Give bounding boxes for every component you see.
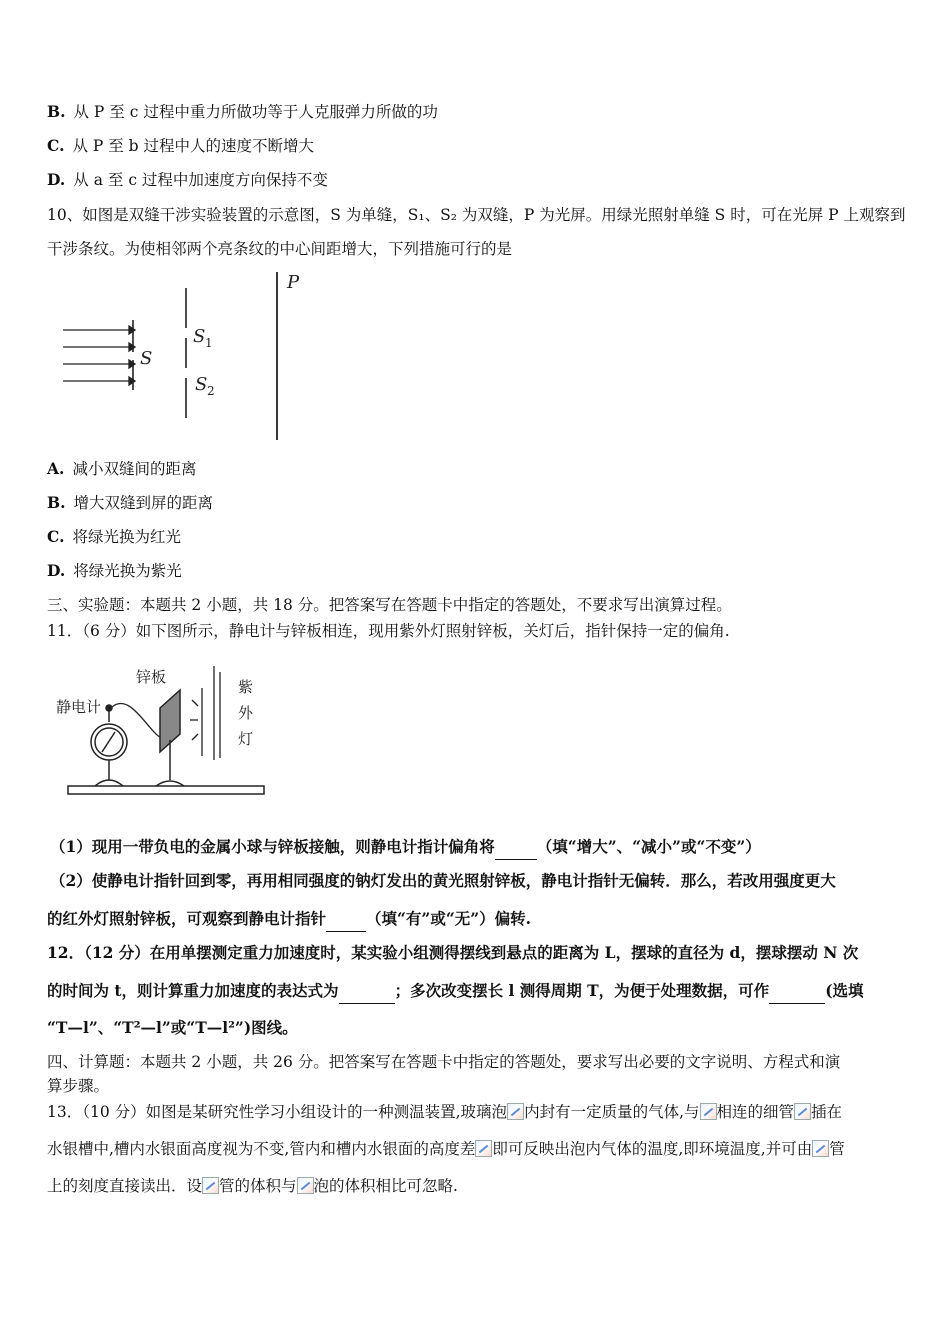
q11-stem: 11．（6 分）如下图所示，静电计与锌板相连，现用紫外灯照射锌板，关灯后，指针保持一定的偏角.: [47, 622, 730, 640]
label-s2: S: [195, 374, 208, 395]
q12-text-c: (选填: [825, 981, 864, 1000]
broken-image-icon: [475, 1140, 492, 1157]
q12-text-a: 的时间为 t，则计算重力加速度的表达式为: [47, 981, 339, 1000]
option-text: 增大双缝到屏的距离: [73, 494, 214, 512]
option-text: 将绿光换为红光: [72, 528, 181, 546]
q13-text: 上的刻度直接读出．设: [47, 1177, 203, 1195]
q10-option-a: [47, 459, 196, 479]
q10-option-b: [47, 493, 213, 513]
incident-light-arrows: [63, 326, 135, 385]
zinc-plate: [156, 690, 184, 786]
q9-option-b: [47, 102, 438, 122]
q11-part-2-line-1: （2）使静电计指针回到零，再用相同强度的钠灯发出的黄光照射锌板，静电计指针无偏转．那么，若改用强度更大: [50, 871, 836, 890]
answer-blank[interactable]: [769, 983, 825, 1004]
q10-stem: 10、如图是双缝干涉实验装置的示意图，S 为单缝，S₁、S₂ 为双缝，P 为光屏。用绿光照射单缝 S 时，可在光屏 P 上观察到干涉条纹。为使相邻两个亮条纹的中心间距增大，下列措施可行的是: [47, 206, 906, 258]
option-text: 从 P 至 c 过程中重力所做功等于人克服弹力所做的功: [73, 103, 438, 121]
q13-line-3: [47, 1176, 458, 1196]
section-4-heading-line-1: 四、计算题：本题共 2 小题，共 26 分。把答案写在答题卡中指定的答题处，要求写出必要的文字说明、方程式和演: [47, 1053, 841, 1071]
q11-part-2-text-b: （填“有”或“无”）偏转.: [366, 909, 532, 928]
option-text: 从 a 至 c 过程中加速度方向保持不变: [73, 171, 328, 189]
label-uv-1: 紫: [238, 678, 254, 696]
section-3-heading: 三、实验题：本题共 2 小题，共 18 分。把答案写在答题卡中指定的答题处，不要求写出演算过程。: [47, 596, 732, 614]
answer-blank[interactable]: [495, 839, 537, 860]
option-letter: B.: [47, 102, 66, 121]
q13-text: 管的体积与: [219, 1177, 297, 1195]
broken-image-icon: [297, 1177, 314, 1194]
label-s: S: [140, 348, 153, 369]
option-letter: D.: [47, 170, 66, 189]
uv-lamp: [190, 666, 220, 760]
label-s1-sub: 1: [205, 336, 213, 350]
label-electroscope: 静电计: [56, 698, 102, 716]
double-slit-figure: [55, 268, 315, 446]
q13-line-2: [47, 1139, 845, 1159]
option-letter: D.: [47, 561, 66, 580]
option-letter: B.: [47, 493, 66, 512]
option-letter: A.: [47, 459, 65, 478]
q13-text: 13．（10 分）如图是某研究性学习小组设计的一种测温装置,玻璃泡: [47, 1103, 508, 1121]
q13-text: 即可反映出泡内气体的温度,即环境温度,并可由: [492, 1140, 813, 1158]
q11-part-2-line-2: [47, 909, 531, 932]
option-letter: C.: [47, 136, 65, 155]
label-uv-2: 外: [238, 704, 254, 722]
q11-part-1-text-a: （1）现用一带负电的金属小球与锌板接触，则静电计指计偏角将: [50, 837, 495, 856]
option-text: 减小双缝间的距离: [72, 460, 197, 478]
q9-option-d: [47, 170, 328, 190]
broken-image-icon: [812, 1140, 829, 1157]
q13-text: 相连的细管: [716, 1103, 795, 1121]
q13-text: 插在: [811, 1103, 843, 1121]
option-text: 将绿光换为紫光: [73, 562, 182, 580]
label-s1: S: [193, 326, 206, 347]
section-4-heading-line-2: 算步骤。: [47, 1077, 110, 1095]
q13-line-1: [47, 1102, 842, 1122]
q12-line-3: “T—l”、“T²—l”或“T—l²”)图线。: [47, 1018, 298, 1037]
broken-image-icon: [700, 1103, 717, 1120]
label-p: P: [287, 272, 300, 293]
broken-image-icon: [794, 1103, 811, 1120]
q9-option-c: [47, 136, 314, 156]
electroscope: [91, 705, 127, 786]
electroscope-figure: [52, 660, 282, 802]
q11-part-1-text-b: （填“增大”、“减小”或“不变”）: [536, 837, 761, 856]
answer-blank[interactable]: [326, 911, 366, 932]
q13-text: 水银槽中,槽内水银面高度视为不变,管内和槽内水银面的高度差: [47, 1140, 476, 1158]
q11-part-2-text-a: 的红外灯照射锌板，可观察到静电计指针: [47, 909, 327, 928]
base-board: [68, 786, 264, 794]
broken-image-icon: [507, 1103, 524, 1120]
q10-option-d: [47, 561, 182, 581]
q12-text-b: ；多次改变摆长 l 测得周期 T，为便于处理数据，可作: [394, 981, 770, 1000]
q12-line-1: 12．（12 分）在用单摆测定重力加速度时，某实验小组测得摆线到悬点的距离为 L，摆球的直径为 d，摆球摆动 N 次: [47, 943, 859, 962]
option-letter: C.: [47, 527, 65, 546]
q11-part-1: [50, 837, 761, 860]
q10-option-c: [47, 527, 181, 547]
q12-line-2: [47, 981, 864, 1004]
answer-blank[interactable]: [339, 983, 395, 1004]
label-uv-3: 灯: [238, 730, 254, 748]
label-zinc-plate: 锌板: [136, 668, 167, 686]
q13-text: 泡的体积相比可忽略.: [313, 1177, 458, 1195]
label-s2-sub: 2: [207, 384, 215, 398]
broken-image-icon: [202, 1177, 219, 1194]
option-text: 从 P 至 b 过程中人的速度不断增大: [72, 137, 315, 155]
q13-text: 管: [829, 1140, 845, 1158]
q13-text: 内封有一定质量的气体,与: [524, 1103, 700, 1121]
